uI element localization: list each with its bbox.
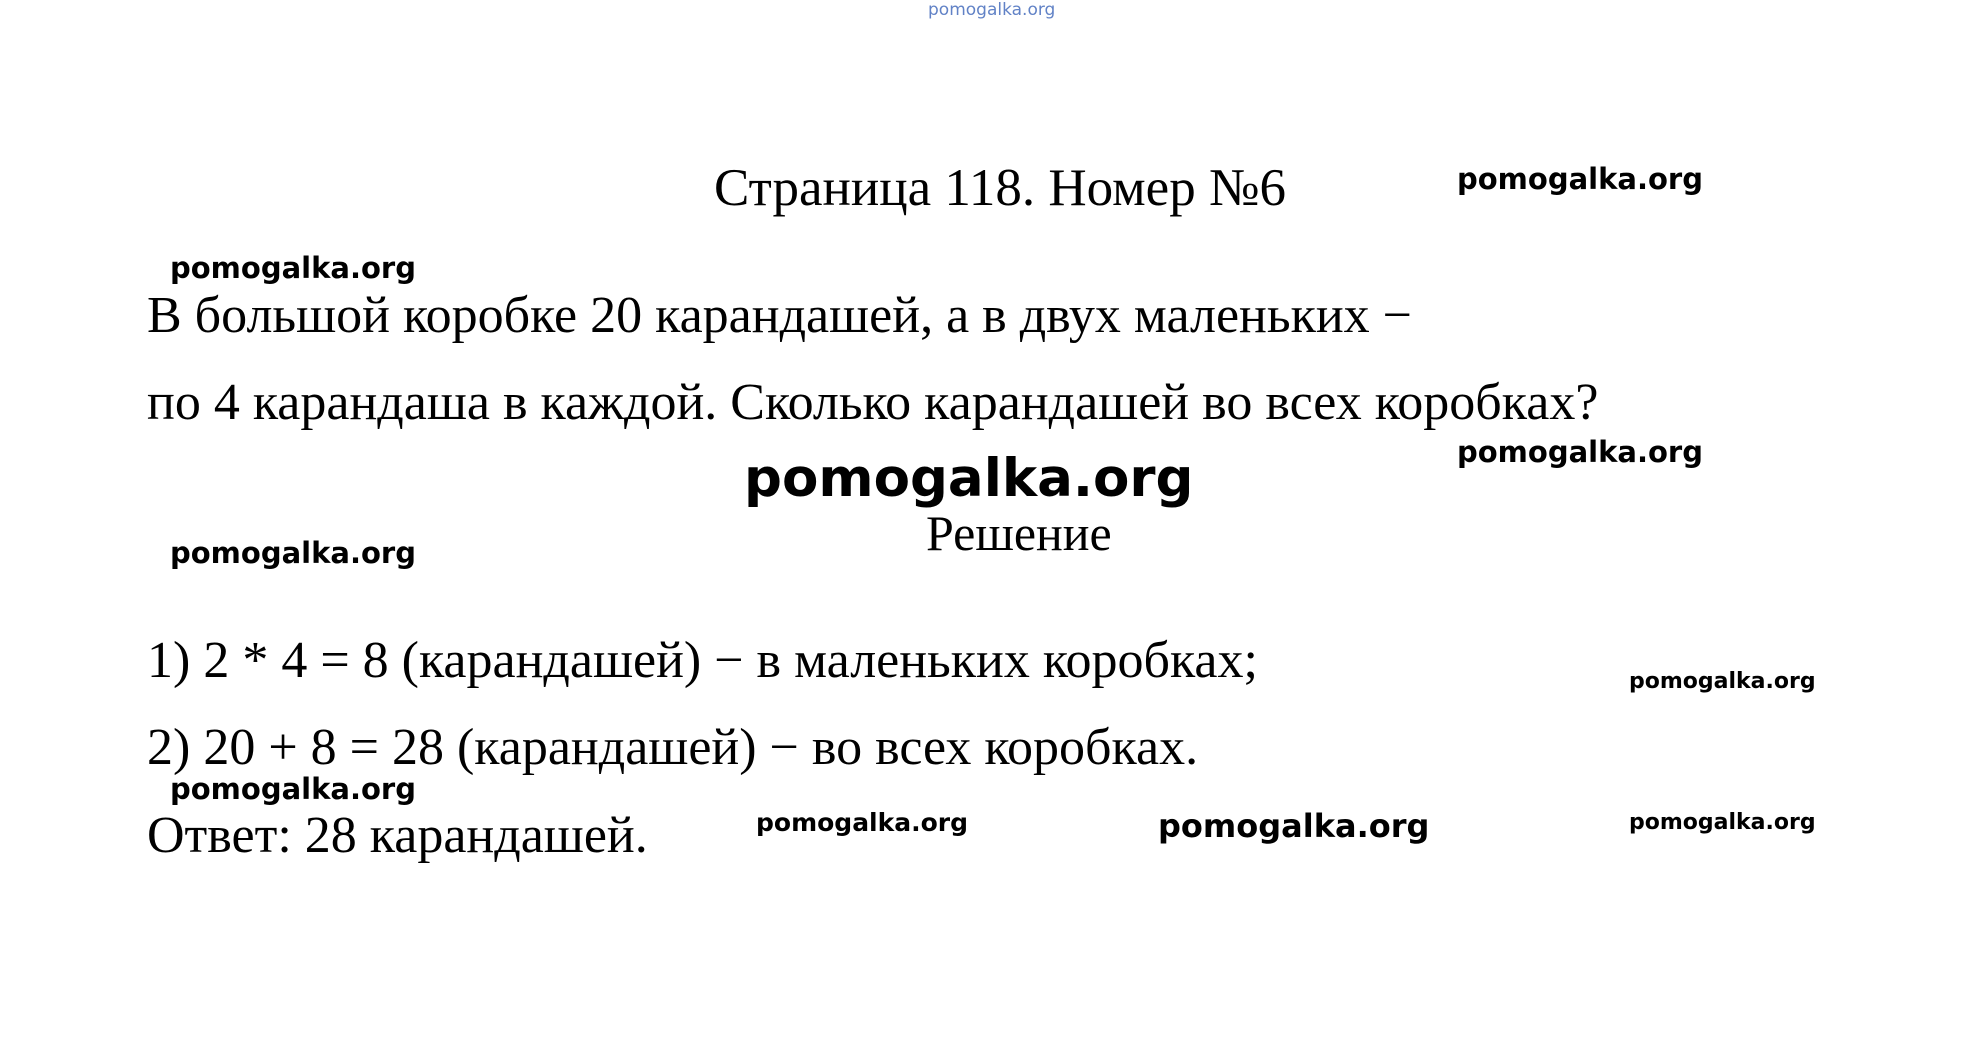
watermark-large: pomogalka.org	[744, 448, 1194, 509]
problem-line-2: по 4 карандаша в каждой. Сколько карандашей во всех коробках?	[147, 374, 1599, 431]
solution-heading: Решение	[926, 505, 1112, 561]
watermark: pomogalka.org	[756, 808, 969, 837]
watermark-top: pomogalka.org	[928, 0, 1056, 20]
watermark: pomogalka.org	[170, 536, 416, 570]
problem-line-1: В большой коробке 20 карандашей, а в двух маленьких −	[147, 287, 1413, 344]
answer-line: Ответ: 28 карандашей.	[147, 807, 648, 864]
watermark: pomogalka.org	[1457, 162, 1703, 196]
watermark: pomogalka.org	[1629, 810, 1816, 835]
page-title: Страница 118. Номер №6	[714, 159, 1287, 217]
solution-step-2: 2) 20 + 8 = 28 (карандашей) − во всех коробках.	[147, 719, 1199, 776]
watermark: pomogalka.org	[1158, 807, 1430, 845]
watermark: pomogalka.org	[170, 251, 416, 285]
watermark: pomogalka.org	[1629, 669, 1816, 694]
watermark: pomogalka.org	[170, 772, 416, 806]
solution-step-1: 1) 2 * 4 = 8 (карандашей) − в маленьких коробках;	[147, 632, 1258, 689]
watermark: pomogalka.org	[1457, 435, 1703, 469]
